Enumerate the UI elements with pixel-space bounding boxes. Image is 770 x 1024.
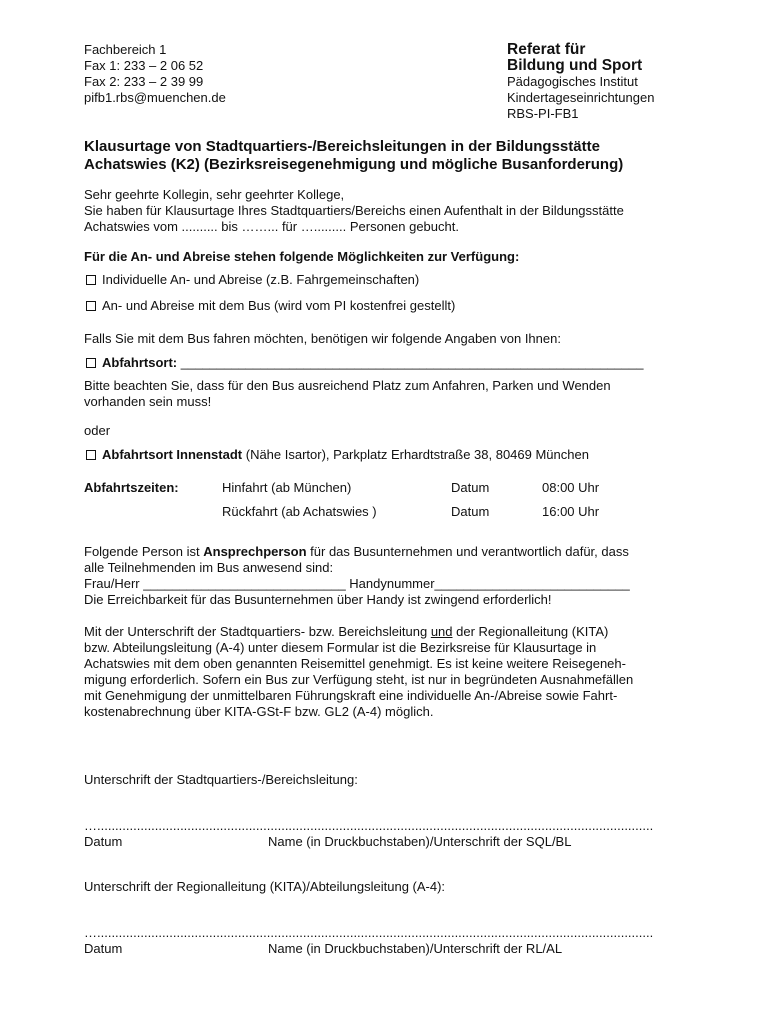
city-departure-label: Abfahrtsort Innenstadt <box>102 447 243 462</box>
bus-note-line1: Bitte beachten Sie, dass für den Bus ausreichend Platz zum Anfahren, Parken und Wenden <box>84 378 611 393</box>
signature-sql-line[interactable]: ….......................................................................................................................................................... <box>84 818 654 833</box>
email-address: pifb1.rbs@muenchen.de <box>84 90 226 105</box>
unit-name: Kindertageseinrichtungen <box>507 90 655 105</box>
option-bus <box>86 298 455 314</box>
approval-line6: kostenabrechnung über KITA-GSt-F bzw. GL2 (A-4) möglich. <box>84 704 434 719</box>
page-title-line1: Klausurtage von Stadtquartiers-/Bereichsleitungen in der Bildungsstätte <box>84 138 600 155</box>
option-individual <box>86 272 419 288</box>
contact-text-a: Folgende Person ist <box>84 544 204 559</box>
departure-location-field[interactable]: ________________________________________________________________ <box>180 355 644 370</box>
fax-2: Fax 2: 233 – 2 39 99 <box>84 74 204 89</box>
org-name-line2: Bildung und Sport <box>507 57 643 74</box>
departure-location-checkbox[interactable] <box>86 358 96 368</box>
approval-text-a: Mit der Unterschrift der Stadtquartiers- bzw. Bereichsleitung <box>84 624 431 639</box>
approval-line4: migung erforderlich. Sofern ein Bus zur Verfügung steht, ist nur in begründeten Ausnahmefällen <box>84 672 634 687</box>
city-departure-checkbox[interactable] <box>86 450 96 460</box>
signature-rl-name-label: Name (in Druckbuchstaben)/Unterschrift der RL/AL <box>268 941 563 956</box>
option-bus-checkbox[interactable] <box>86 301 96 311</box>
contact-line1 <box>84 544 629 560</box>
org-name-line1: Referat für <box>507 41 586 58</box>
bus-intro: Falls Sie mit dem Bus fahren möchten, benötigen wir folgende Angaben von Ihnen: <box>84 331 561 346</box>
contact-text-c: für das Busunternehmen und verantwortlich dafür, dass <box>306 544 629 559</box>
outbound-date-label: Datum <box>451 480 490 495</box>
contact-fields-line[interactable]: Frau/Herr ____________________________ Handynummer___________________________ <box>84 576 630 591</box>
page-title-line2: Achatswies (K2) (Bezirksreisegenehmigung und mögliche Busanforderung) <box>84 156 624 173</box>
or-text: oder <box>84 423 111 438</box>
contact-line2: alle Teilnehmenden im Bus anwesend sind: <box>84 560 334 575</box>
approval-line2: bzw. Abteilungsleitung (A-4) unter diesem Formular ist die Bezirksreise für Klausurtage in <box>84 640 597 655</box>
return-date-label: Datum <box>451 504 490 519</box>
return-trip: Rückfahrt (ab Achatswies ) <box>222 504 377 519</box>
salutation: Sehr geehrte Kollegin, sehr geehrter Kollege, <box>84 187 345 202</box>
option-individual-checkbox[interactable] <box>86 275 96 285</box>
signature-rl-label: Unterschrift der Regionalleitung (KITA)/Abteilungsleitung (A-4): <box>84 879 446 894</box>
institute-name: Pädagogisches Institut <box>507 74 638 89</box>
approval-text-c: der Regionalleitung (KITA) <box>452 624 609 639</box>
fax-1: Fax 1: 233 – 2 06 52 <box>84 58 204 73</box>
option-bus-label: An- und Abreise mit dem Bus (wird vom PI kostenfrei gestellt) <box>102 298 456 313</box>
intro-text-line1: Sie haben für Klausurtage Ihres Stadtquartiers/Bereichs einen Aufenthalt in der Bildungsstätte <box>84 203 624 218</box>
signature-rl-line[interactable]: ….......................................................................................................................................................... <box>84 925 654 940</box>
approval-line3: Achatswies mit dem oben genannten Reisemittel genehmigt. Es ist keine weitere Reisegeneh- <box>84 656 626 671</box>
city-departure-row <box>86 447 589 463</box>
option-individual-label: Individuelle An- und Abreise (z.B. Fahrgemeinschaften) <box>102 272 420 287</box>
outbound-time: 08:00 Uhr <box>542 480 600 495</box>
options-heading: Für die An- und Abreise stehen folgende Möglichkeiten zur Verfügung: <box>84 249 520 264</box>
return-time: 16:00 Uhr <box>542 504 600 519</box>
signature-sql-label: Unterschrift der Stadtquartiers-/Bereichsleitung: <box>84 772 358 787</box>
unit-code: RBS-PI-FB1 <box>507 106 579 121</box>
departure-location-row <box>86 355 643 371</box>
city-departure-address: (Nähe Isartor), Parkplatz Erhardtstraße 38, 80469 München <box>242 447 589 462</box>
signature-sql-name-label: Name (in Druckbuchstaben)/Unterschrift der SQL/BL <box>268 834 572 849</box>
bus-note-line2: vorhanden sein muss! <box>84 394 212 409</box>
approval-line1 <box>84 624 608 640</box>
contact-line4: Die Erreichbarkeit für das Busunternehmen über Handy ist zwingend erforderlich! <box>84 592 552 607</box>
intro-text-line2: Achatswies vom .......... bis ……... für …......... Personen gebucht. <box>84 219 459 234</box>
department-name: Fachbereich 1 <box>84 42 167 57</box>
outbound-trip: Hinfahrt (ab München) <box>222 480 352 495</box>
signature-rl-date-label: Datum <box>84 941 123 956</box>
departure-location-label: Abfahrtsort: <box>102 355 178 370</box>
approval-and-underlined: und <box>430 624 453 639</box>
contact-person-term: Ansprechperson <box>203 544 307 559</box>
signature-sql-date-label: Datum <box>84 834 123 849</box>
departure-times-label: Abfahrtszeiten: <box>84 480 179 495</box>
approval-line5: mit Genehmigung der unmittelbaren Führungskraft eine individuelle An-/Abreise sowie Fahrt- <box>84 688 618 703</box>
